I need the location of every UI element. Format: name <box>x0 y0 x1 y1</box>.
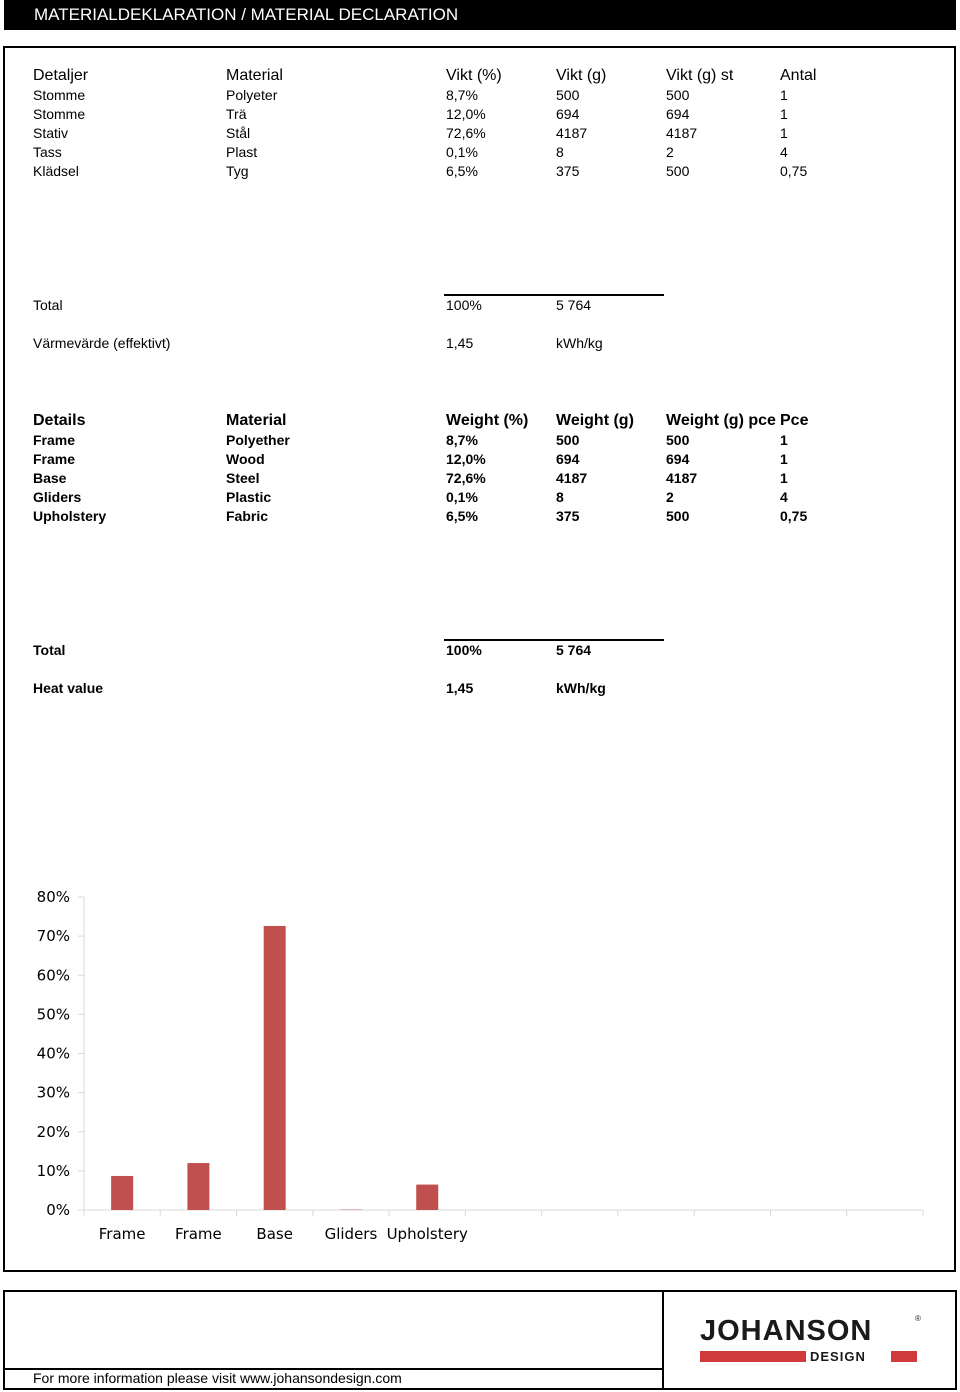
cell: 8,7% <box>446 432 478 448</box>
y-tick-label: 40% <box>36 1044 70 1063</box>
cell: 0,1% <box>446 144 478 160</box>
cell: Tass <box>33 144 62 160</box>
registered-mark: ® <box>915 1314 921 1323</box>
total-label: Total <box>33 642 66 658</box>
column-header: Weight (g) pce <box>666 412 776 429</box>
table-row <box>0 124 960 143</box>
y-tick-label: 50% <box>36 1005 70 1024</box>
table-row <box>0 469 960 488</box>
cell: Stativ <box>33 125 69 141</box>
heat-unit: kWh/kg <box>556 680 606 696</box>
cell: Trä <box>226 106 247 122</box>
johanson-logo-design: DESIGN <box>810 1349 866 1364</box>
cell: 8 <box>556 489 564 505</box>
cell: Gliders <box>33 489 82 505</box>
column-header: Pce <box>780 412 809 429</box>
table-row <box>0 86 960 105</box>
y-tick-label: 20% <box>36 1122 70 1141</box>
cell: 6,5% <box>446 163 478 179</box>
cell: 1 <box>780 451 788 467</box>
cell: Tyg <box>226 163 249 179</box>
cell: 1 <box>780 87 788 103</box>
x-category-label: Frame <box>98 1225 146 1243</box>
cell: 8,7% <box>446 87 478 103</box>
cell: 4 <box>780 489 788 505</box>
heat-label: Värmevärde (effektivt) <box>33 335 171 351</box>
y-tick-label: 0% <box>46 1201 70 1219</box>
y-tick-label: 70% <box>36 927 70 946</box>
heat-row <box>0 334 960 353</box>
cell: 4187 <box>556 470 588 486</box>
x-category-label: Upholstery <box>386 1225 468 1243</box>
cell: 0,75 <box>780 508 808 524</box>
cell: 500 <box>666 432 690 448</box>
cell: 500 <box>556 87 580 103</box>
cell: Upholstery <box>33 508 107 524</box>
table-row <box>0 488 960 507</box>
table-row <box>0 105 960 124</box>
y-tick-label: 10% <box>36 1161 70 1180</box>
cell: 694 <box>556 106 580 122</box>
cell: 694 <box>556 451 580 467</box>
cell: 500 <box>666 508 690 524</box>
total-label: Total <box>33 297 63 313</box>
cell: 500 <box>556 432 580 448</box>
logo-red-bar-left <box>700 1351 806 1362</box>
cell: 694 <box>666 106 690 122</box>
cell: 500 <box>666 87 690 103</box>
table-row <box>0 143 960 162</box>
cell: 4187 <box>556 125 588 141</box>
cell: 1 <box>780 125 788 141</box>
bar <box>416 1185 438 1210</box>
total-row <box>0 296 960 315</box>
column-header: Weight (g) <box>556 412 634 429</box>
column-header: Vikt (g) st <box>666 67 734 84</box>
cell: 375 <box>556 508 580 524</box>
cell: 1 <box>780 470 788 486</box>
total-weight: 5 764 <box>556 297 592 313</box>
table-header <box>0 411 960 430</box>
table-row <box>0 450 960 469</box>
cell: Plast <box>226 144 258 160</box>
cell: Polyeter <box>226 87 278 103</box>
x-category-label: Base <box>256 1225 293 1243</box>
table-row <box>0 162 960 181</box>
column-header: Material <box>226 67 283 84</box>
logo-red-bar-right <box>891 1351 917 1362</box>
y-tick-label: 80% <box>36 888 70 906</box>
bar <box>264 926 286 1210</box>
cell: 694 <box>666 451 690 467</box>
cell: Wood <box>226 451 265 467</box>
cell: Polyether <box>226 432 290 448</box>
cell: 2 <box>666 144 674 160</box>
heat-row <box>0 679 960 698</box>
cell: 0,1% <box>446 489 478 505</box>
column-header: Detaljer <box>33 67 89 84</box>
total-percent: 100% <box>446 297 482 313</box>
column-header: Vikt (g) <box>556 67 607 84</box>
heat-value: 1,45 <box>446 680 474 696</box>
table-header <box>0 66 960 85</box>
heat-label: Heat value <box>33 680 104 696</box>
total-row <box>0 641 960 660</box>
column-header: Material <box>226 412 287 429</box>
bar <box>111 1176 133 1210</box>
cell: Base <box>33 470 67 486</box>
cell: 4 <box>780 144 788 160</box>
heat-unit: kWh/kg <box>556 335 603 351</box>
total-weight: 5 764 <box>556 642 592 658</box>
cell: 2 <box>666 489 674 505</box>
cell: Frame <box>33 432 76 448</box>
y-tick-label: 60% <box>36 966 70 985</box>
material-weight-chart <box>20 880 940 1250</box>
page-title: MATERIALDEKLARATION / MATERIAL DECLARATION <box>4 0 956 30</box>
johanson-logo-wordmark: JOHANSON <box>700 1315 873 1347</box>
x-category-label: Gliders <box>324 1225 378 1243</box>
cell: 12,0% <box>446 106 486 122</box>
cell: Fabric <box>226 508 269 524</box>
y-tick-label: 30% <box>36 1083 70 1102</box>
cell: Stål <box>226 125 251 141</box>
cell: Stomme <box>33 87 86 103</box>
cell: 72,6% <box>446 470 486 486</box>
cell: 375 <box>556 163 580 179</box>
cell: 500 <box>666 163 690 179</box>
table-row <box>0 507 960 526</box>
cell: Plastic <box>226 489 272 505</box>
cell: 1 <box>780 106 788 122</box>
cell: Frame <box>33 451 76 467</box>
column-header: Vikt (%) <box>446 67 502 84</box>
cell: Klädsel <box>33 163 79 179</box>
cell: 12,0% <box>446 451 486 467</box>
cell: 6,5% <box>446 508 478 524</box>
heat-value: 1,45 <box>446 335 474 351</box>
total-percent: 100% <box>446 642 482 658</box>
cell: 1 <box>780 432 788 448</box>
table-row <box>0 431 960 450</box>
cell: Stomme <box>33 106 86 122</box>
cell: 72,6% <box>446 125 486 141</box>
cell: 8 <box>556 144 564 160</box>
cell: 4187 <box>666 125 698 141</box>
bar <box>187 1163 209 1210</box>
cell: 0,75 <box>780 163 808 179</box>
cell: Steel <box>226 470 260 486</box>
x-category-label: Frame <box>175 1225 222 1243</box>
cell: 4187 <box>666 470 698 486</box>
footer-info-text: For more information please visit www.johansondesign.com <box>33 1370 402 1386</box>
column-header: Details <box>33 412 86 429</box>
column-header: Antal <box>780 67 817 84</box>
column-header: Weight (%) <box>446 412 529 429</box>
